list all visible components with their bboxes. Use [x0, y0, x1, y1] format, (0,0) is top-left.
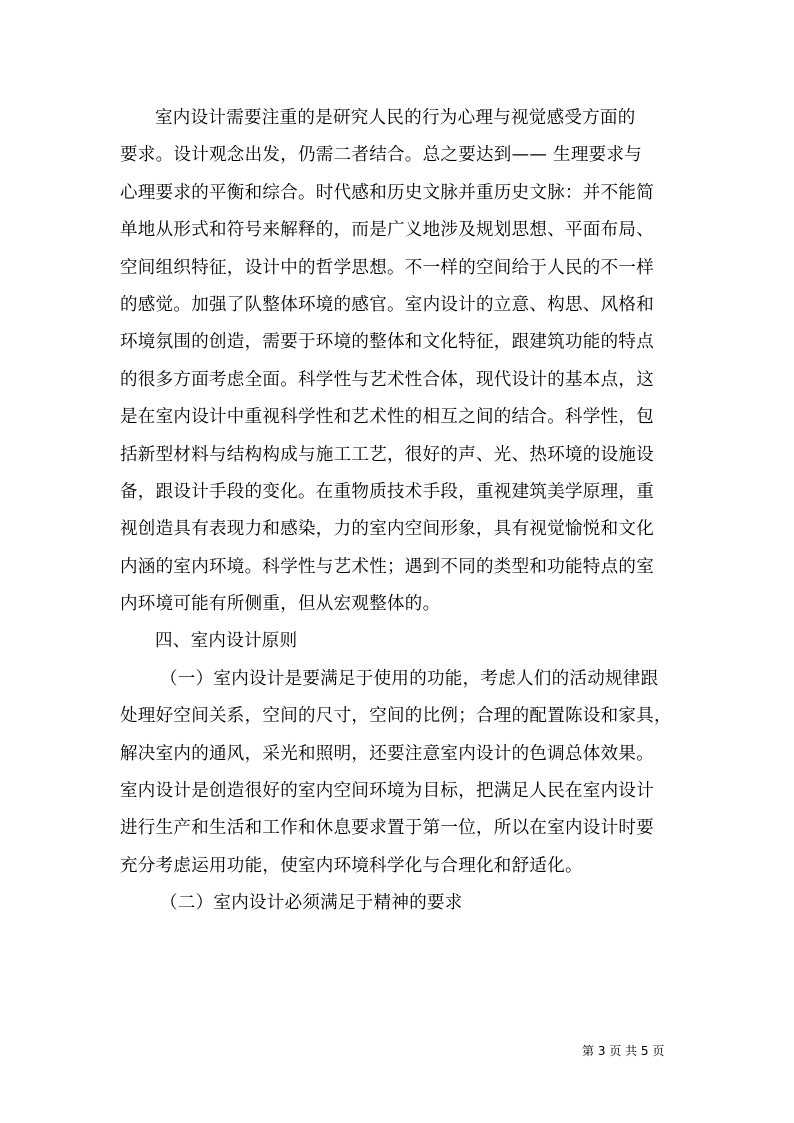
text-line: 是在室内设计中重视科学性和艺术性的相互之间的结合。科学性，包 — [120, 407, 654, 428]
text-line: 的感觉。加强了队整体环境的感官。室内设计的立意、构思、风格和 — [120, 294, 654, 315]
text-line: 处理好空间关系，空间的尺寸，空间的比例；合理的配置陈设和家具， — [120, 706, 672, 727]
text-line: 内环境可能有所侧重，但从宏观整体的。 — [120, 594, 441, 615]
text-line: 解决室内的通风，采光和照明，还要注意室内设计的色调总体效果。 — [120, 743, 654, 764]
text-line: 括新型材料与结构构成与施工工艺，很好的声、光、热环境的设施设 — [120, 444, 654, 465]
text-line: 心理要求的平衡和综合。时代感和历史文脉并重历史文脉：并不能简 — [120, 182, 654, 203]
text-line: 进行生产和生活和工作和休息要求置于第一位，所以在室内设计时要 — [120, 818, 654, 839]
text-line: 的很多方面考虑全面。科学性与艺术性合体，现代设计的基本点，这 — [120, 369, 654, 390]
subsection-heading: （二）室内设计必须满足于精神的要求 — [160, 893, 463, 914]
text-line: 单地从形式和符号来解释的，而是广义地涉及规划思想、平面布局、 — [120, 220, 654, 241]
text-line: 要求。设计观念出发，仍需二者结合。总之要达到—— 生理要求与 — [120, 145, 643, 166]
text-line: 充分考虑运用功能，使室内环境科学化与合理化和舒适化。 — [120, 855, 583, 876]
text-line: 视创造具有表现力和感染，力的室内空间形象，具有视觉愉悦和文化 — [120, 519, 654, 540]
page-number: 第 3 页 共 5 页 — [582, 1044, 665, 1058]
text-line: 环境氛围的创造，需要于环境的整体和文化特征，跟建筑功能的特点 — [120, 332, 654, 353]
text-line: 空间组织特征，设计中的哲学思想。不一样的空间给于人民的不一样 — [120, 257, 654, 278]
text-line: 内涵的室内环境。科学性与艺术性；遇到不同的类型和功能特点的室 — [120, 556, 654, 577]
text-line: 室内设计需要注重的是研究人民的行为心理与视觉感受方面的 — [155, 108, 636, 128]
text-line: （一）室内设计是要满足于使用的功能，考虑人们的活动规律跟 — [160, 668, 659, 689]
section-heading: 四、室内设计原则 — [155, 631, 298, 652]
text-line: 室内设计是创造很好的室内空间环境为目标，把满足人民在室内设计 — [120, 781, 654, 802]
text-line: 备，跟设计手段的变化。在重物质技术手段，重视建筑美学原理，重 — [120, 481, 654, 502]
body-text — [120, 100, 680, 923]
